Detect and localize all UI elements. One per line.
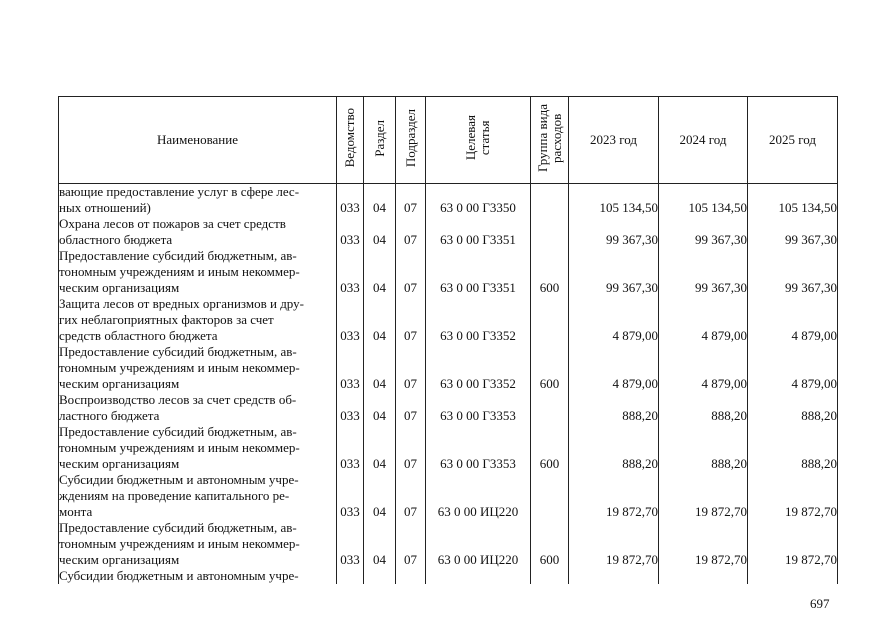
table-row [59, 344, 838, 392]
cell-razdel: 04 [364, 520, 396, 568]
cell-podrazdel: 07 [396, 344, 426, 392]
name-line: Предоставление субсидий бюджетным, ав- [59, 344, 297, 359]
table-row [59, 392, 838, 424]
cell-2023: 99 367,30 [569, 248, 659, 296]
cell-2024 [659, 568, 748, 584]
cell-podrazdel [396, 568, 426, 584]
cell-gruppa-vida [531, 184, 569, 217]
cell-podrazdel: 07 [396, 248, 426, 296]
cell-vedomstvo: 033 [337, 520, 364, 568]
header-podrazdel: Подраздел [396, 97, 426, 184]
cell-vedomstvo: 033 [337, 296, 364, 344]
cell-gruppa-vida [531, 216, 569, 248]
cell-razdel: 04 [364, 296, 396, 344]
name-line: ческим организациям [59, 552, 180, 567]
name-line: Защита лесов от вредных организмов и дру- [59, 296, 304, 311]
cell-celevaya-statya: 63 0 00 ИЦ220 [426, 520, 531, 568]
cell-2024: 99 367,30 [659, 216, 748, 248]
cell-2024: 888,20 [659, 392, 748, 424]
cell-celevaya-statya: 63 0 00 Г3351 [426, 248, 531, 296]
name-line: ных отношений) [59, 200, 151, 215]
cell-vedomstvo: 033 [337, 248, 364, 296]
cell-2025: 99 367,30 [748, 216, 838, 248]
cell-podrazdel: 07 [396, 296, 426, 344]
name-line: Предоставление субсидий бюджетным, ав- [59, 424, 297, 439]
name-line: Охрана лесов от пожаров за счет средств [59, 216, 286, 231]
cell-2023: 19 872,70 [569, 520, 659, 568]
cell-name [59, 392, 337, 424]
cell-name [59, 568, 337, 584]
cell-2025: 4 879,00 [748, 344, 838, 392]
name-line: средств областного бюджета [59, 328, 218, 343]
name-line: тономным учреждениям и иным некоммер- [59, 264, 300, 279]
cell-gruppa-vida [531, 472, 569, 520]
cell-celevaya-statya: 63 0 00 Г3351 [426, 216, 531, 248]
cell-podrazdel: 07 [396, 216, 426, 248]
name-line: вающие предоставление услуг в сфере лес- [59, 184, 300, 199]
cell-2023: 99 367,30 [569, 216, 659, 248]
cell-2024: 105 134,50 [659, 184, 748, 217]
cell-razdel: 04 [364, 248, 396, 296]
cell-razdel: 04 [364, 472, 396, 520]
header-vedomstvo: Ведомство [337, 97, 364, 184]
cell-gruppa-vida: 600 [531, 424, 569, 472]
cell-name [59, 344, 337, 392]
header-2024: 2024 год [659, 97, 748, 184]
cell-2023: 105 134,50 [569, 184, 659, 217]
name-line: ждениям на проведение капитального ре- [59, 488, 290, 503]
table-row [59, 520, 838, 568]
table-row [59, 568, 838, 584]
cell-celevaya-statya: 63 0 00 Г3350 [426, 184, 531, 217]
cell-2024: 99 367,30 [659, 248, 748, 296]
table-body [59, 184, 838, 585]
cell-podrazdel: 07 [396, 184, 426, 217]
name-line: монта [59, 504, 93, 519]
cell-2024: 4 879,00 [659, 344, 748, 392]
name-line: Предоставление субсидий бюджетным, ав- [59, 248, 297, 263]
cell-2023: 888,20 [569, 424, 659, 472]
cell-2024: 19 872,70 [659, 472, 748, 520]
cell-celevaya-statya: 63 0 00 Г3353 [426, 424, 531, 472]
cell-2025: 105 134,50 [748, 184, 838, 217]
name-line: областного бюджета [59, 232, 173, 247]
cell-gruppa-vida [531, 392, 569, 424]
table-row [59, 216, 838, 248]
cell-2023 [569, 568, 659, 584]
name-line: ческим организациям [59, 376, 180, 391]
cell-gruppa-vida [531, 568, 569, 584]
cell-name [59, 424, 337, 472]
cell-vedomstvo: 033 [337, 424, 364, 472]
cell-podrazdel: 07 [396, 472, 426, 520]
cell-2024: 888,20 [659, 424, 748, 472]
page-number: 697 [810, 596, 830, 611]
cell-name [59, 184, 337, 217]
cell-vedomstvo: 033 [337, 344, 364, 392]
cell-razdel: 04 [364, 424, 396, 472]
name-line: тономным учреждениям и иным некоммер- [59, 440, 300, 455]
cell-celevaya-statya: 63 0 00 Г3352 [426, 344, 531, 392]
table-header [59, 97, 838, 184]
cell-2025: 888,20 [748, 392, 838, 424]
cell-2025: 99 367,30 [748, 248, 838, 296]
header-2025: 2025 год [748, 97, 838, 184]
table-row [59, 296, 838, 344]
cell-2023: 4 879,00 [569, 296, 659, 344]
name-line: гих неблагоприятных факторов за счет [59, 312, 274, 327]
cell-vedomstvo: 033 [337, 216, 364, 248]
cell-name [59, 248, 337, 296]
cell-razdel [364, 568, 396, 584]
name-line: тономным учреждениям и иным некоммер- [59, 360, 300, 375]
cell-2023: 4 879,00 [569, 344, 659, 392]
cell-celevaya-statya: 63 0 00 Г3353 [426, 392, 531, 424]
budget-table [58, 96, 838, 584]
header-celevaya-statya: Целевая статья [426, 97, 531, 184]
name-line: ческим организациям [59, 456, 180, 471]
cell-podrazdel: 07 [396, 520, 426, 568]
table-row [59, 424, 838, 472]
cell-celevaya-statya: 63 0 00 ИЦ220 [426, 472, 531, 520]
cell-gruppa-vida [531, 296, 569, 344]
name-line: Субсидии бюджетным и автономным учре- [59, 568, 299, 583]
cell-razdel: 04 [364, 344, 396, 392]
cell-2024: 4 879,00 [659, 296, 748, 344]
name-line: Воспроизводство лесов за счет средств об- [59, 392, 297, 407]
cell-2025: 19 872,70 [748, 472, 838, 520]
cell-vedomstvo: 033 [337, 184, 364, 217]
cell-name [59, 296, 337, 344]
cell-podrazdel: 07 [396, 424, 426, 472]
cell-2023: 888,20 [569, 392, 659, 424]
cell-razdel: 04 [364, 216, 396, 248]
header-razdel: Раздел [364, 97, 396, 184]
name-line: Субсидии бюджетным и автономным учре- [59, 472, 299, 487]
cell-gruppa-vida: 600 [531, 520, 569, 568]
cell-2024: 19 872,70 [659, 520, 748, 568]
table-row [59, 472, 838, 520]
cell-vedomstvo: 033 [337, 472, 364, 520]
cell-2025: 19 872,70 [748, 520, 838, 568]
cell-celevaya-statya [426, 568, 531, 584]
cell-name [59, 472, 337, 520]
cell-podrazdel: 07 [396, 392, 426, 424]
header-gruppa-vida: Группа вида расходов [531, 97, 569, 184]
cell-gruppa-vida: 600 [531, 344, 569, 392]
name-line: тономным учреждениям и иным некоммер- [59, 536, 300, 551]
cell-celevaya-statya: 63 0 00 Г3352 [426, 296, 531, 344]
header-name: Наименование [59, 97, 337, 184]
name-line: ластного бюджета [59, 408, 160, 423]
header-2023: 2023 год [569, 97, 659, 184]
cell-2025: 888,20 [748, 424, 838, 472]
cell-name [59, 216, 337, 248]
cell-2025 [748, 568, 838, 584]
cell-razdel: 04 [364, 184, 396, 217]
table-row [59, 184, 838, 217]
name-line: Предоставление субсидий бюджетным, ав- [59, 520, 297, 535]
cell-2025: 4 879,00 [748, 296, 838, 344]
name-line: ческим организациям [59, 280, 180, 295]
cell-2023: 19 872,70 [569, 472, 659, 520]
cell-gruppa-vida: 600 [531, 248, 569, 296]
cell-vedomstvo: 033 [337, 392, 364, 424]
cell-razdel: 04 [364, 392, 396, 424]
table-row [59, 248, 838, 296]
cell-vedomstvo [337, 568, 364, 584]
cell-name [59, 520, 337, 568]
